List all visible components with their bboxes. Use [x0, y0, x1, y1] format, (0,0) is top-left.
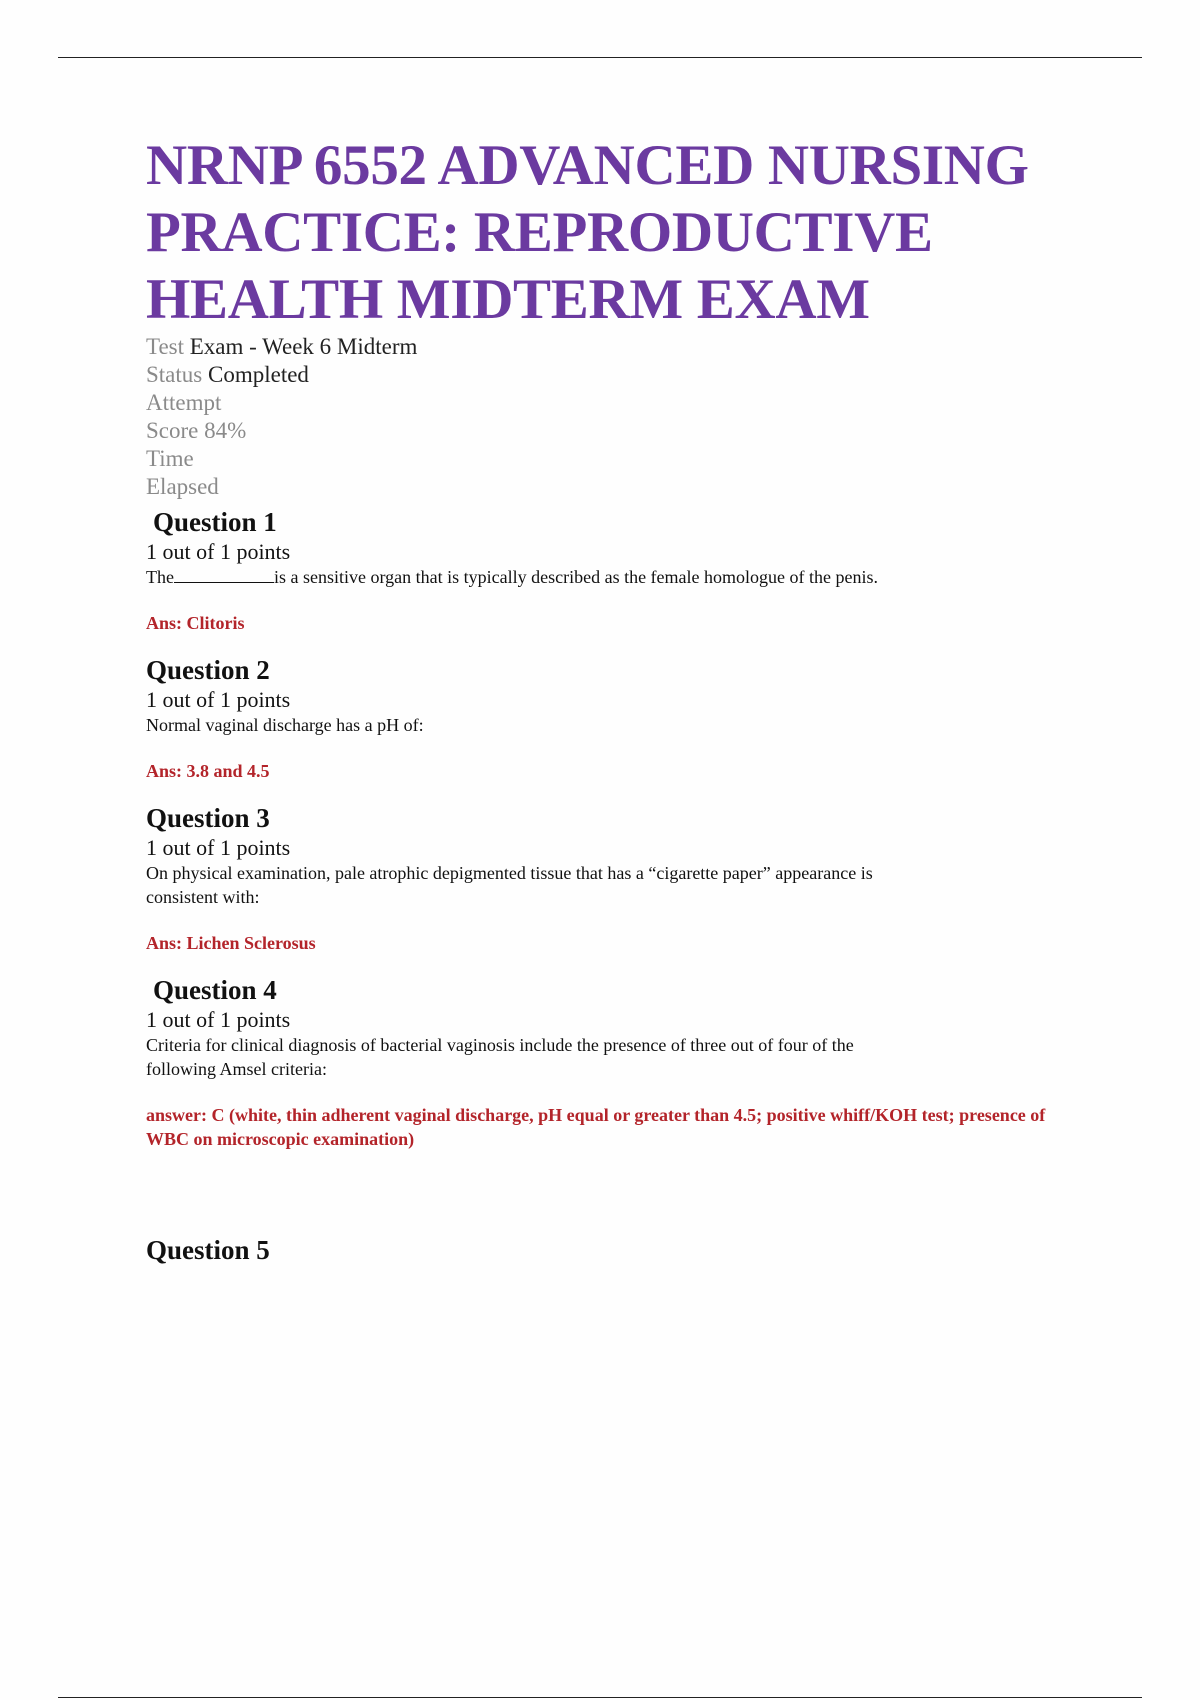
exam-meta [146, 333, 1106, 501]
meta-value: 84% [204, 418, 247, 443]
question-4 [146, 973, 1106, 1151]
prompt-end: is a sensitive organ that is typically described as the female homologue of the penis. [273, 567, 878, 587]
fill-in-blank [174, 566, 274, 583]
question-title: Question 1 [153, 507, 277, 537]
answer-text: answer: C (white, thin adherent vaginal discharge, pH equal or greater than 4.5; positive whiff/KOH test; presence of WBC on microscopic examination) [146, 1105, 1046, 1149]
answer-text: Ans: 3.8 and 4.5 [146, 761, 270, 781]
question-prompt: Criteria for clinical diagnosis of bacterial vaginosis include the presence of three out of four of the following Amsel criteria: [146, 1035, 854, 1079]
question-points: 1 out of 1 points [146, 539, 291, 564]
meta-row-elapsed [146, 473, 1106, 501]
meta-value: Exam - Week 6 Midterm [189, 334, 418, 359]
question-points: 1 out of 1 points [146, 835, 291, 860]
question-3 [146, 801, 1106, 955]
question-points: 1 out of 1 points [146, 1007, 291, 1032]
top-rule [58, 57, 1142, 58]
meta-label: Score [146, 418, 199, 443]
document-body [146, 132, 1106, 1267]
question-5 [146, 1233, 1106, 1267]
meta-label: Test [146, 334, 184, 359]
meta-row-time [146, 445, 1106, 473]
question-points: 1 out of 1 points [146, 687, 291, 712]
question-title: Question 5 [146, 1235, 270, 1265]
question-prompt: Normal vaginal discharge has a pH of: [146, 715, 424, 735]
bottom-rule [58, 1697, 1142, 1698]
answer-text: Ans: Lichen Sclerosus [146, 933, 316, 953]
meta-label: Time [146, 446, 194, 471]
meta-label: Attempt [146, 390, 222, 415]
question-1 [146, 505, 1106, 635]
question-2 [146, 653, 1106, 783]
meta-row-score [146, 417, 1106, 445]
meta-label: Status [146, 362, 203, 387]
meta-row-status [146, 361, 1106, 389]
answer-text: Ans: Clitoris [146, 613, 245, 633]
document-title: NRNP 6552 ADVANCED NURSING PRACTICE: REPRODUCTIVE HEALTH MIDTERM EXAM [146, 134, 1029, 331]
question-title: Question 4 [153, 975, 277, 1005]
question-prompt: On physical examination, pale atrophic depigmented tissue that has a “cigarette paper” appearance is consistent with: [146, 863, 873, 907]
meta-label: Elapsed [146, 474, 219, 499]
meta-row-test [146, 333, 1106, 361]
prompt-start: The [146, 567, 174, 587]
question-prompt [146, 565, 886, 589]
question-title: Question 3 [146, 803, 270, 833]
question-title: Question 2 [146, 655, 270, 685]
meta-row-attempt [146, 389, 1106, 417]
meta-value: Completed [207, 362, 309, 387]
